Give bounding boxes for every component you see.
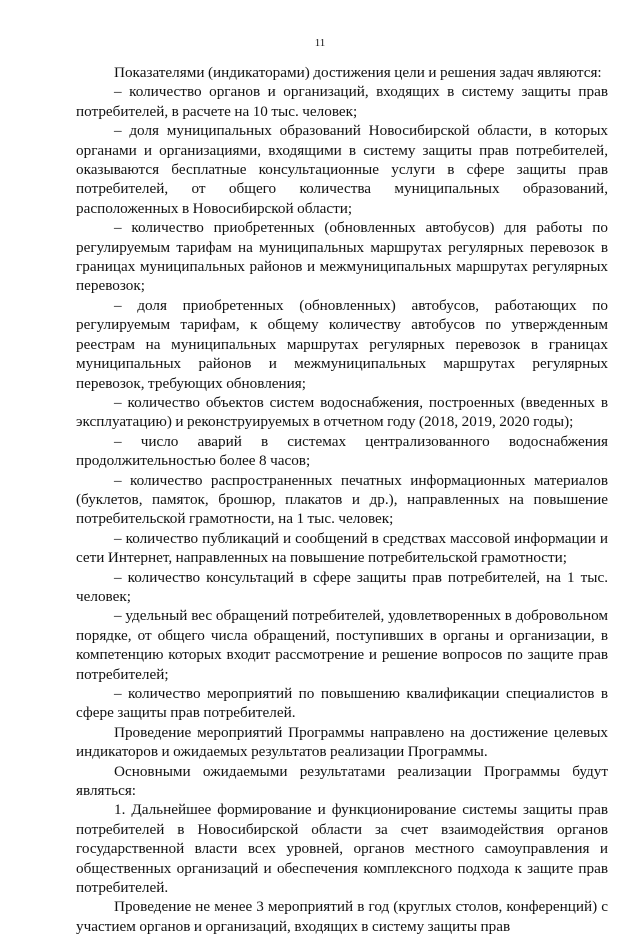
paragraph: – удельный вес обращений потребителей, удовлетворенных в добровольном порядке, от общего числа обращений, поступивших в органы и организации, в компетенцию которых входит рассмотрение и решение вопросов по защите прав потребителей; — [76, 607, 608, 683]
paragraph: Проведение мероприятий Программы направлено на достижение целевых индикаторов и ожидаемых результатов реализации Программы. — [76, 723, 608, 761]
paragraph: – количество приобретенных (обновленных автобусов) для работы по регулируемым тарифам на муниципальных маршрутах регулярных перевозок в границах муниципальных районов и межмуниципальных маршрутах регулярных перевозок; — [76, 219, 608, 295]
paragraph: – доля приобретенных (обновленных) автобусов, работающих по регулируемым тарифам, к общему количеству автобусов по утвержденным реестрам на муниципальных маршрутах регулярных перевозок в границах муниципальных районов и межмуниципальных маршрутах регулярных перевозок, требующих обновления; — [76, 296, 608, 392]
document-body — [76, 63, 608, 936]
paragraph: Проведение не менее 3 мероприятий в год (круглых столов, конференций) с участием органов и организаций, входящих в систему защиты прав — [76, 898, 608, 935]
paragraph: – количество мероприятий по повышению квалификации специалистов в сфере защиты прав потребителей. — [76, 685, 608, 722]
paragraph: Показателями (индикаторами) достижения цели и решения задач являются: — [114, 64, 602, 81]
paragraph: – количество объектов систем водоснабжения, построенных (введенных в эксплуатацию) и реконструируемых в отчетном году (2018, 2019, 2020 годы); — [76, 393, 608, 431]
paragraph: – количество органов и организаций, входящих в систему защиты прав потребителей, в расчете на 10 тыс. человек; — [76, 83, 608, 120]
paragraph: – количество консультаций в сфере защиты прав потребителей, на 1 тыс. человек; — [76, 568, 608, 605]
paragraph: – доля муниципальных образований Новосибирской области, в которых органами и организациями, входящими в систему защиты прав потребителей, оказываются бесплатные консультационные услуги в сфере защиты прав потребителей, от общего количества муниципальных образований, расположенных в Новосибирской области; — [76, 122, 608, 217]
paragraph: – число аварий в системах централизованного водоснабжения продолжительностью более 8 часов; — [76, 432, 608, 470]
paragraph: Основными ожидаемыми результатами реализации Программы будут являться: — [76, 762, 608, 800]
paragraph: – количество публикаций и сообщений в средствах массовой информации и сети Интернет, направленных на повышение потребительской грамотности; — [76, 529, 608, 567]
page-number: 11 — [314, 37, 326, 49]
paragraph: 1. Дальнейшее формирование и функционирование системы защиты прав потребителей в Новосибирской области за счет взаимодействия органов государственной власти всех уровней, органов местного самоуправления и общественных организаций и обеспечения комплексного подхода к защите прав потребителей. — [76, 801, 608, 897]
paragraph: – количество распространенных печатных информационных материалов (буклетов, памяток, брошюр, плакатов и др.), направленных на повышение потребительской грамотности, на 1 тыс. человек; — [76, 471, 608, 528]
